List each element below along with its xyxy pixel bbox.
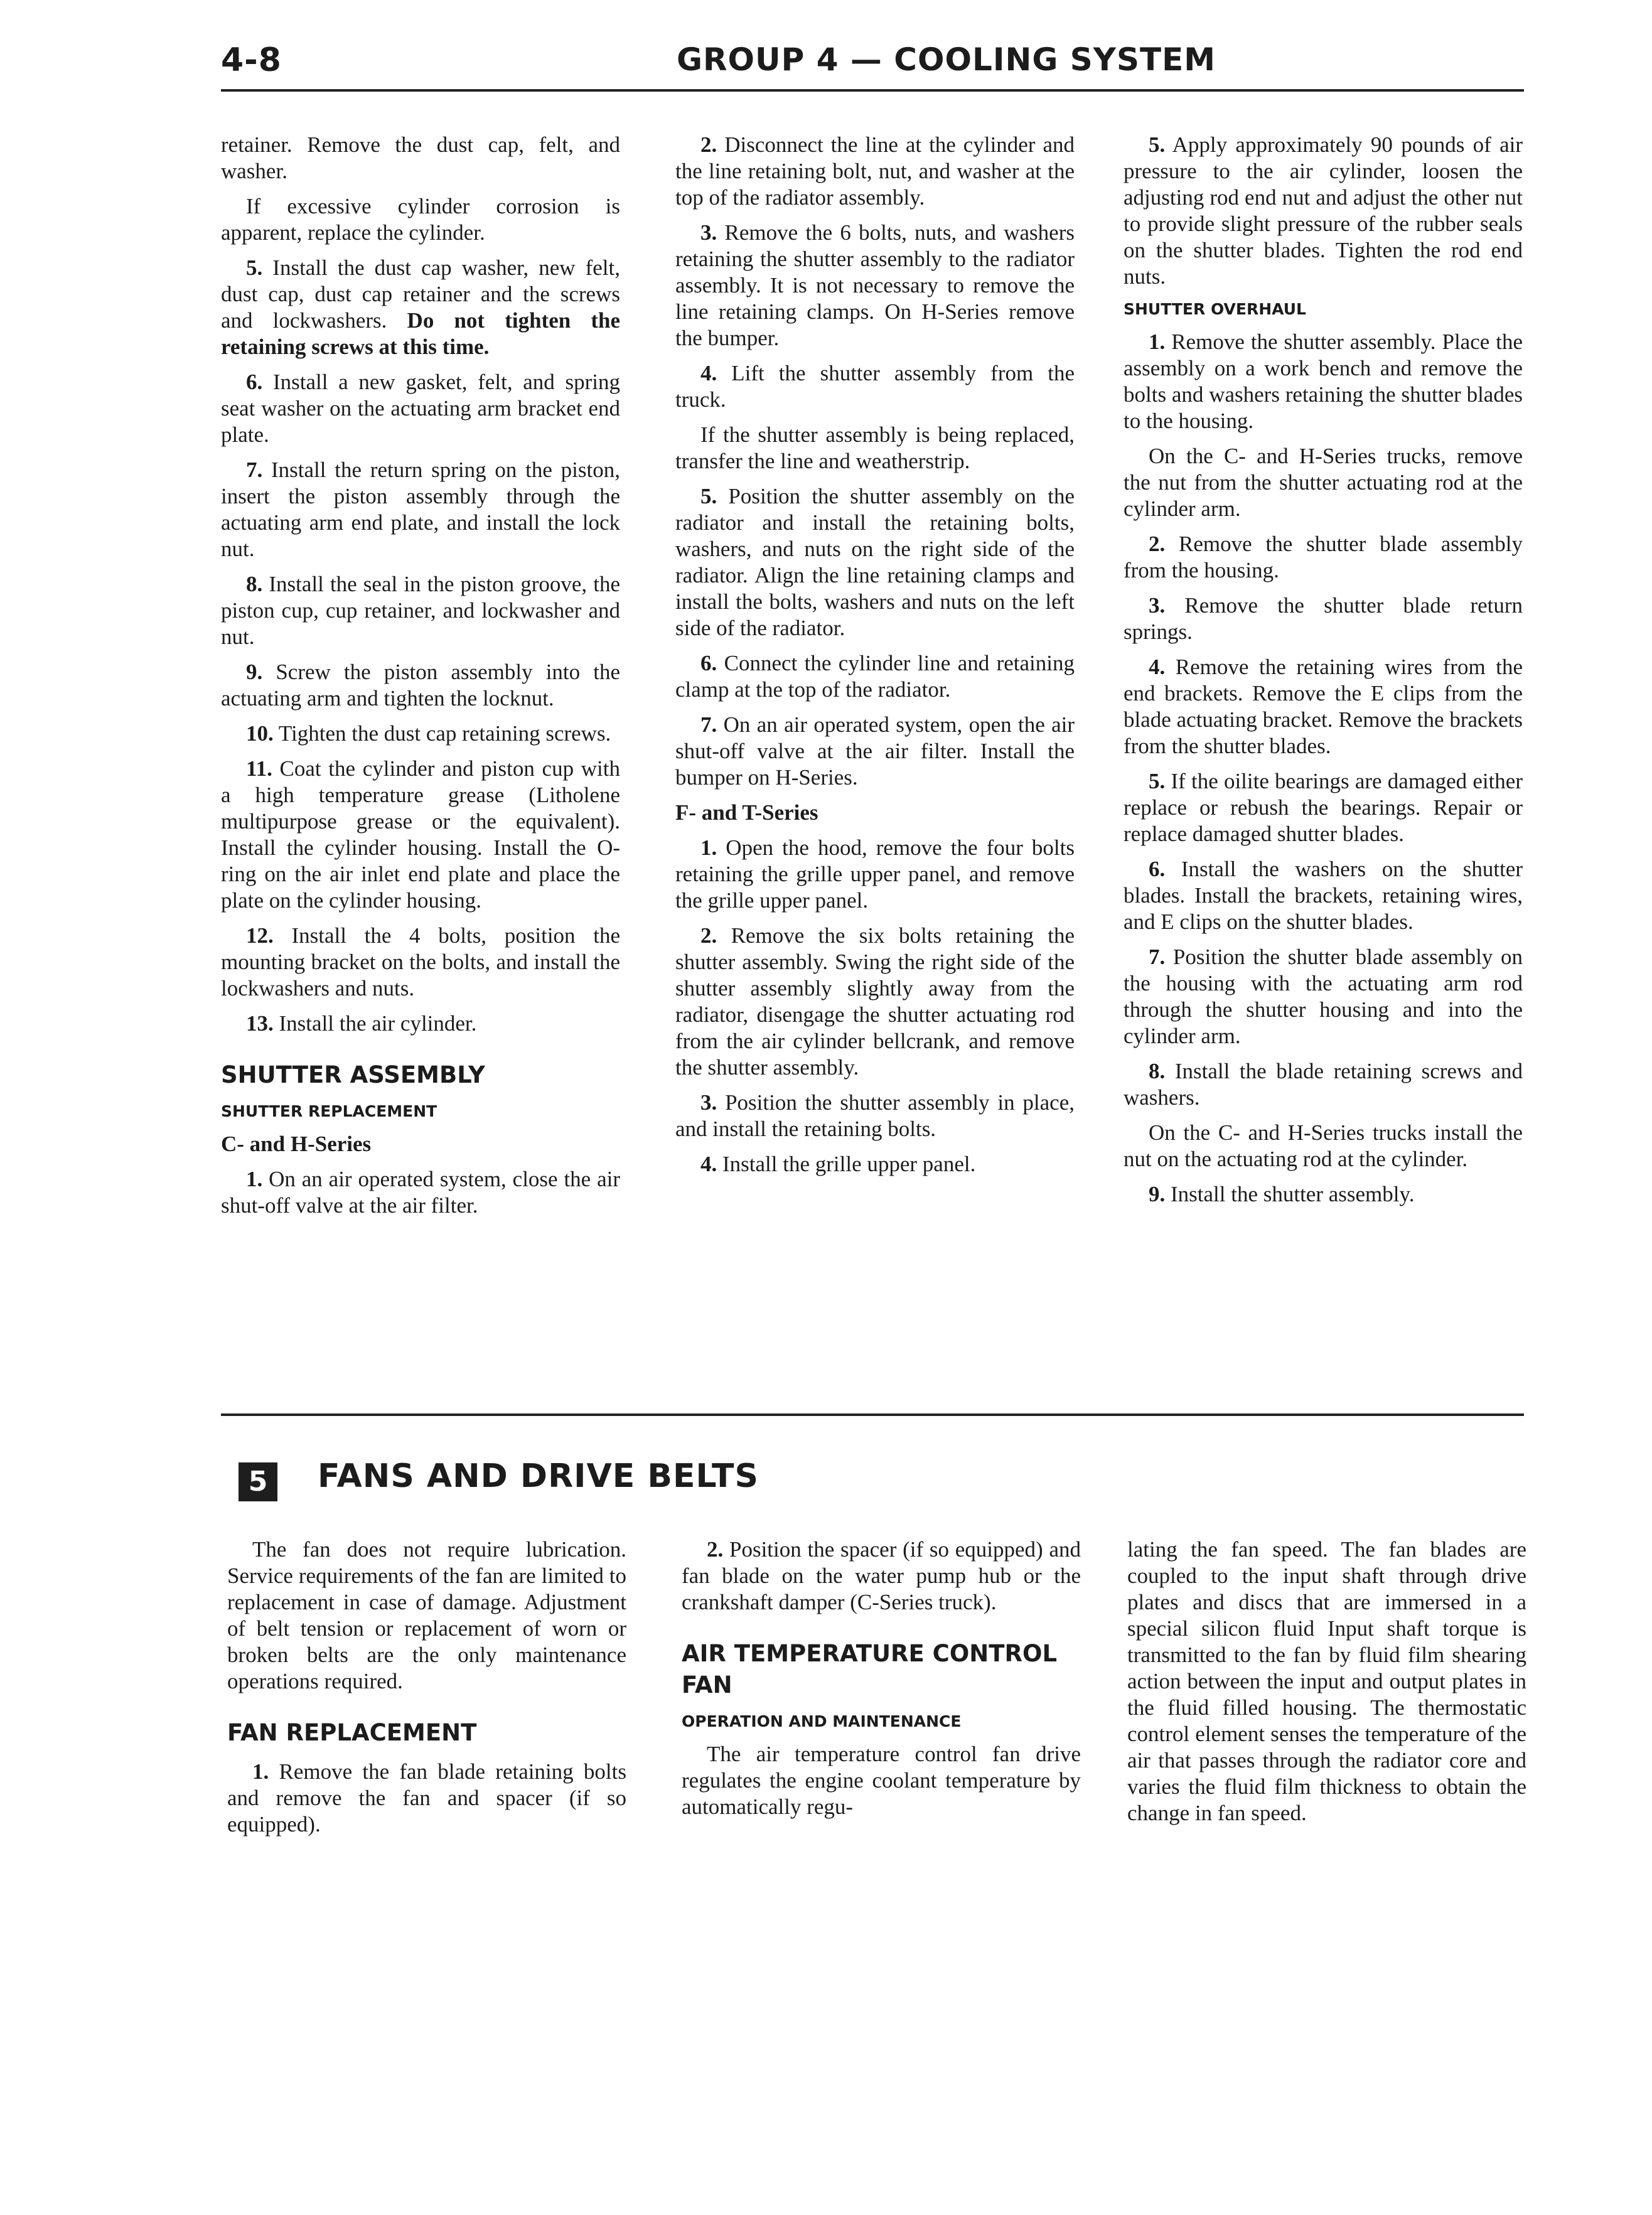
step-number: 8. [246,572,263,596]
step-4 [675,1151,1075,1177]
paragraph: The air temperature control fan drive regulates the engine coolant temperature by automatically regu- [682,1742,1081,1819]
step-text: Position the shutter assembly in place, and install the retaining bolts. [675,1090,1075,1141]
step-10 [221,721,620,747]
step-text: Install a new gasket, felt, and spring seat washer on the actuating arm bracket end plate. [221,370,620,447]
step-number: 5. [1149,769,1166,793]
step-number: 6. [1149,857,1166,881]
step-number: 3. [1149,593,1166,618]
step-1 [227,1759,626,1838]
step-number: 6. [700,651,717,675]
section5-column-2 [682,1537,1081,1829]
step-text: Install the seal in the piston groove, the piston cup, cup retainer, and lockwasher and nut. [221,572,620,649]
step-13 [221,1011,620,1037]
step-number: 2. [700,923,717,948]
step-text: On an air operated system, open the air shut-off valve at the air filter. Install the bumper on H-Series. [675,712,1075,790]
section-rule [221,1413,1524,1416]
step-number: 3. [700,1090,717,1115]
page-title: GROUP 4 — COOLING SYSTEM [677,41,1216,78]
step-text: Apply approximately 90 pounds of air pressure to the air cylinder, loosen the adjusting rod end nut and adjust the other nut to provide slight pressure of the rubber seals on the shutter blades. Tighten the rod end nuts. [1124,132,1523,289]
step-text: Remove the six bolts retaining the shutter assembly. Swing the right side of the shutter assembly slightly away from the radiator, disengage the shutter actuating rod from the air cylinder bellcrank, and remove the shutter assembly. [675,923,1075,1080]
step-text: If the oilite bearings are damaged either replace or rebush the bearings. Repair or replace damaged shutter blades. [1124,769,1523,846]
step-5 [1124,132,1523,290]
column-1 [221,132,620,1228]
step-text: Coat the cylinder and piston cup with a high temperature grease (Litholene multipurpose grease or the equivalent). Install the cylinder housing. Install the O-ring on the air inlet end plate and place the plate on the cylinder housing. [221,756,620,913]
step-6 [221,369,620,448]
step-number: 1. [700,835,717,860]
step-text: Install the washers on the shutter blades. Install the brackets, retaining wires, and E clips on the shutter blades. [1124,857,1523,934]
step-number: 9. [1149,1182,1166,1206]
step-3 [675,220,1075,351]
step-number: 1. [252,1759,269,1784]
step-number: 6. [246,370,263,394]
step-8 [1124,1058,1523,1111]
step-text: Install the dust cap washer, new felt, dust cap, dust cap retainer and the screws and lockwashers. [221,255,620,333]
step-4 [1124,654,1523,759]
paragraph: On the C- and H-Series trucks install the nut on the actuating rod at the cylinder. [1124,1120,1523,1171]
column-2 [675,132,1075,1186]
page-number: 4-8 [221,41,282,79]
step-12 [221,923,620,1002]
section5-column-3 [1127,1537,1526,1835]
step-9 [221,659,620,712]
step-2 [675,923,1075,1081]
step-number: 7. [246,458,263,482]
paragraph: retainer. Remove the dust cap, felt, and washer. [221,132,620,183]
step-number: 3. [700,220,717,245]
step-text: Disconnect the line at the cylinder and the line retaining bolt, nut, and washer at the top of the radiator assembly. [675,132,1075,210]
step-number: 4. [1149,655,1166,679]
paragraph: If the shutter assembly is being replaced, transfer the line and weatherstrip. [675,422,1075,473]
step-text: Install the blade retaining screws and washers. [1124,1059,1523,1110]
step-number: 4. [700,1152,717,1176]
step-3 [675,1090,1075,1142]
step-number: 12. [246,923,274,948]
paragraph: The fan does not require lubrication. Service requirements of the fan are limited to replacement in case of damage. Adjustment of belt tension or replacement of worn or broken belts are the only maintenance operations required. [227,1537,626,1693]
step-text: Install the grille upper panel. [717,1152,976,1176]
step-number: 11. [246,756,272,781]
step-9 [1124,1181,1523,1208]
step-5 [675,483,1075,641]
step-text: Install the shutter assembly. [1165,1182,1415,1206]
step-text: Tighten the dust cap retaining screws. [273,721,611,746]
series-heading: F- and T-Series [675,800,818,825]
step-8 [221,571,620,650]
paragraph: lating the fan speed. The fan blades are coupled to the input shaft through drive plates and discs that are immersed in a special silicon fluid Input shaft torque is transmitted to the fan by fluid film shearing action between the input and output plates in the fluid filled housing. The thermostatic control element senses the temperature of the air that passes through the radiator core and varies the fluid film thickness to obtain the change in fan speed. [1127,1537,1526,1825]
step-1 [221,1166,620,1219]
section-heading: FAN REPLACEMENT [227,1719,477,1746]
step-6 [675,650,1075,703]
step-2 [1124,531,1523,584]
step-text: Remove the shutter assembly. Place the assembly on a work bench and remove the bolts and washers retaining the shutter blades to the housing. [1124,330,1523,433]
step-number: 5. [1149,132,1166,157]
step-5 [1124,768,1523,847]
step-number: 10. [246,721,274,746]
step-number: 2. [700,132,717,157]
section-heading: SHUTTER ASSEMBLY [221,1061,485,1088]
step-1 [1124,329,1523,434]
step-number: 1. [1149,330,1166,354]
step-11 [221,756,620,914]
step-7 [1124,944,1523,1049]
step-text: Connect the cylinder line and retaining clamp at the top of the radiator. [675,651,1075,702]
subsection-heading: SHUTTER REPLACEMENT [221,1102,437,1120]
step-3 [1124,593,1523,645]
step-text: Screw the piston assembly into the actuating arm and tighten the locknut. [221,660,620,711]
step-number: 1. [246,1167,263,1191]
series-heading: C- and H-Series [221,1132,372,1156]
step-number: 13. [246,1011,274,1036]
step-text: Install the air cylinder. [273,1011,477,1036]
step-text: Install the return spring on the piston, insert the piston assembly through the actuating arm end plate, and install the lock nut. [221,458,620,561]
step-5 [221,255,620,360]
subsection-heading: SHUTTER OVERHAUL [1124,300,1306,318]
header-rule [221,89,1524,92]
section5-column-1 [227,1537,626,1847]
step-text: Position the shutter assembly on the radiator and install the retaining bolts, washers, and nuts on the right side of the radiator. Align the line retaining clamps and install the bolts, washers and nuts on the left side of the radiator. [675,484,1075,640]
step-text: Remove the shutter blade return springs. [1124,593,1523,644]
step-7 [675,712,1075,791]
section-number-badge: 5 [239,1462,277,1501]
step-text: Remove the 6 bolts, nuts, and washers retaining the shutter assembly to the radiator assembly. It is not necessary to remove the line retaining clamps. On H-Series remove the bumper. [675,220,1075,350]
subsection-heading: OPERATION AND MAINTENANCE [682,1712,962,1730]
step-text: Remove the shutter blade assembly from the housing. [1124,532,1523,582]
step-4 [675,360,1075,413]
section-heading: AIR TEMPERATURE CONTROL FAN [682,1640,1058,1698]
step-number: 5. [700,484,717,508]
step-warning: Do not tighten the retaining screws at this time. [221,308,620,359]
step-number: 8. [1149,1059,1166,1083]
step-1 [675,835,1075,914]
step-number: 5. [246,255,263,280]
step-number: 7. [700,712,717,737]
step-number: 7. [1149,945,1166,969]
step-7 [221,457,620,562]
step-number: 9. [246,660,263,684]
section-title: FANS AND DRIVE BELTS [318,1457,759,1495]
step-text: Install the 4 bolts, position the mounting bracket on the bolts, and install the lockwashers and nuts. [221,923,620,1000]
step-text: Remove the fan blade retaining bolts and remove the fan and spacer (if so equipped). [227,1759,626,1837]
step-2 [682,1537,1081,1616]
step-text: Position the spacer (if so equipped) and fan blade on the water pump hub or the crankshaft damper (C-Series truck). [682,1537,1081,1614]
step-text: Remove the retaining wires from the end brackets. Remove the E clips from the blade actuating bracket. Remove the brackets from the shutter blades. [1124,655,1523,758]
step-number: 2. [707,1537,724,1562]
step-number: 2. [1149,532,1166,556]
paragraph: If excessive cylinder corrosion is apparent, replace the cylinder. [221,194,620,245]
paragraph: On the C- and H-Series trucks, remove the nut from the shutter actuating rod at the cylinder arm. [1124,444,1523,521]
step-text: On an air operated system, close the air shut-off valve at the air filter. [221,1167,620,1218]
column-3 [1124,132,1523,1216]
step-text: Lift the shutter assembly from the truck. [675,361,1075,412]
step-6 [1124,856,1523,935]
step-number: 4. [700,361,717,385]
step-2 [675,132,1075,211]
step-text: Open the hood, remove the four bolts retaining the grille upper panel, and remove the grille upper panel. [675,835,1075,913]
step-text: Position the shutter blade assembly on the housing with the actuating arm rod through the shutter housing and into the cylinder arm. [1124,945,1523,1048]
